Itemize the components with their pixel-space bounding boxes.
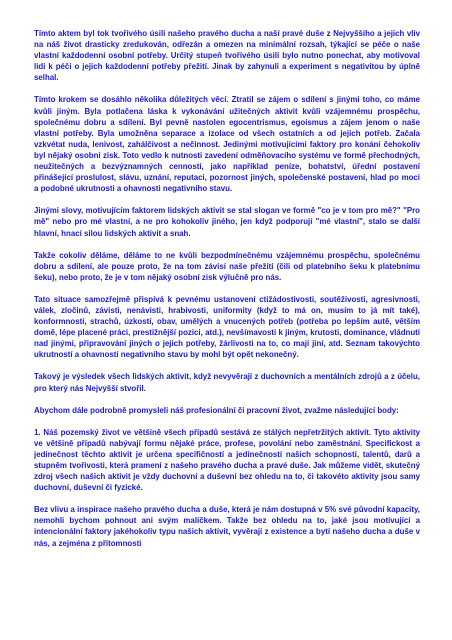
paragraph-4: Takže cokoliv děláme, děláme to ne kvůli bezpodmínečnému vzájemnému prospěchu, společnému dobru a sdílení, ale pouze proto, že na tom závisí naše přežití (čili od platebního šeku k platebnímu šeku), nebo proto, že je v tom nějaký osobní zisk výlučně pro nás. [34,250,420,282]
paragraph-8: 1. Náš pozemský život ve většině všech případů sestává ze stálých nepřetržitých aktivit. Tyto aktivity ve většině případů nabývají formu nějaké práce, profese, povolání nebo zaměstnání. Specifickost a jedinečnost těchto aktivit je určena specifičností a jedinečností našich schopností, talentů, darů a stupněm tvořivosti, která pramení z našeho pravého ducha a pravé duše. Jak můžeme vidět, skutečný zdroj všech našich aktivit je vždy duchovní a duševní bez ohledu na to, či takovéto aktivity jsou samy duchovní, duševní či fyzické. [34,427,420,493]
paragraph-9: Bez vlivu a inspirace našeho pravého ducha a duše, která je nám dostupná v 5% své původní kapacity, nemohli bychom pohnout ani svým malíčkem. Takže bez ohledu na to, jaké jsou motivující a intencionální faktory jakéhokoliv typu našich aktivit, vyvěrají z existence a bytí našeho ducha a duše v nás, a zejména z přítomnosti [34,505,420,548]
paragraph-1: Tímto aktem byl tok tvořivého úsilí našeho pravého ducha a naší pravé duše z Nejvyššího a jejich vliv na náš život drasticky zredukován, odřezán a omezen na minimální rozsah, týkající se péče o naše vlastní každodenní osobní potřeby. Určitý stupeň tvořivého úsilí bylo nutno ponechat, aby motivoval lidi k péči o jejich každodenní potřeby přežití. Jinak by zahynuli a experiment s negativitou by úplně selhal. [34,29,420,83]
paragraph-2: Tímto krokem se dosáhlo několika důležitých věcí. Ztratil se zájem o sdílení s jinými toho, co máme kvůli jiným. Byla potlačena láska k vykonávání užitečných aktivit kvůli vzájemnému prospěchu, společnému dobru a sdílení. Byl pevně nastolen egocentrismus, egoismus a zájem jenom o naše vlastní potřeby. Byla umožněna separace a izolace od všech ostatních a od jejich potřeb. Začala vzkvétat nuda, lenivost, zahálčivost a nečinnost. Jedinými motivujícími faktory pro konání čehokoliv byl nějaký osobní zisk. Toto vedlo k nutnosti zavedení odměňovacího systému ve formě přechodných, neužitečných a bezvýznamných cenností, jako například peníze, bohatství, úřední postavení přinášející proslulost, slávu, uznání, reputaci, pozornost jiných, společenské postavení, hlad po moci a podobné ukrutnosti a ohavnosti negativního stavu. [34,95,420,194]
paragraph-7: Abychom dále podrobně promysleli náš profesionální či pracovní život, zvažme následující body: [34,405,399,415]
paragraph-5: Tato situace samozřejmě přispívá k pevnému ustanovení ctižádostivosti, soutěživosti, agresivnosti, válek, zločinů, závisti, nenávisti, hrabivosti, uniformity (když to má on, musím to já mít také), konformnosti, strachů, úzkostí, obav, umělých a vnucených potřeb (potřeba po lepším autě, větším domě, lépe placené práci, prestižnější pozici, atd.), nevšímavosti k jiným, krutosti, dominance, vládnutí nad jinými, připravování jiných o jejich potřeby, žárlivosti na to, co mají jiní, atd. Seznam takovýchto ukrutností a ohavností negativního stavu by mohl být opět nekonečný. [34,294,420,360]
document-page [34,28,420,559]
paragraph-3: Jinými slovy, motivujícím faktorem lidských aktivit se stal slogan ve formě "co je v tom pro mě?" "Pro mě" nebo pro mé vlastní, a ne pro kohokoliv jiného, jen když podporují "mé vlastní", stalo se další hlavní, hnací silou lidských aktivit a snah. [34,206,420,238]
paragraph-6: Takový je výsledek všech lidských aktivit, když nevyvěrají z duchovních a mentálních zdrojů a z účelu, pro který nás Nejvyšší stvořil. [34,372,420,393]
